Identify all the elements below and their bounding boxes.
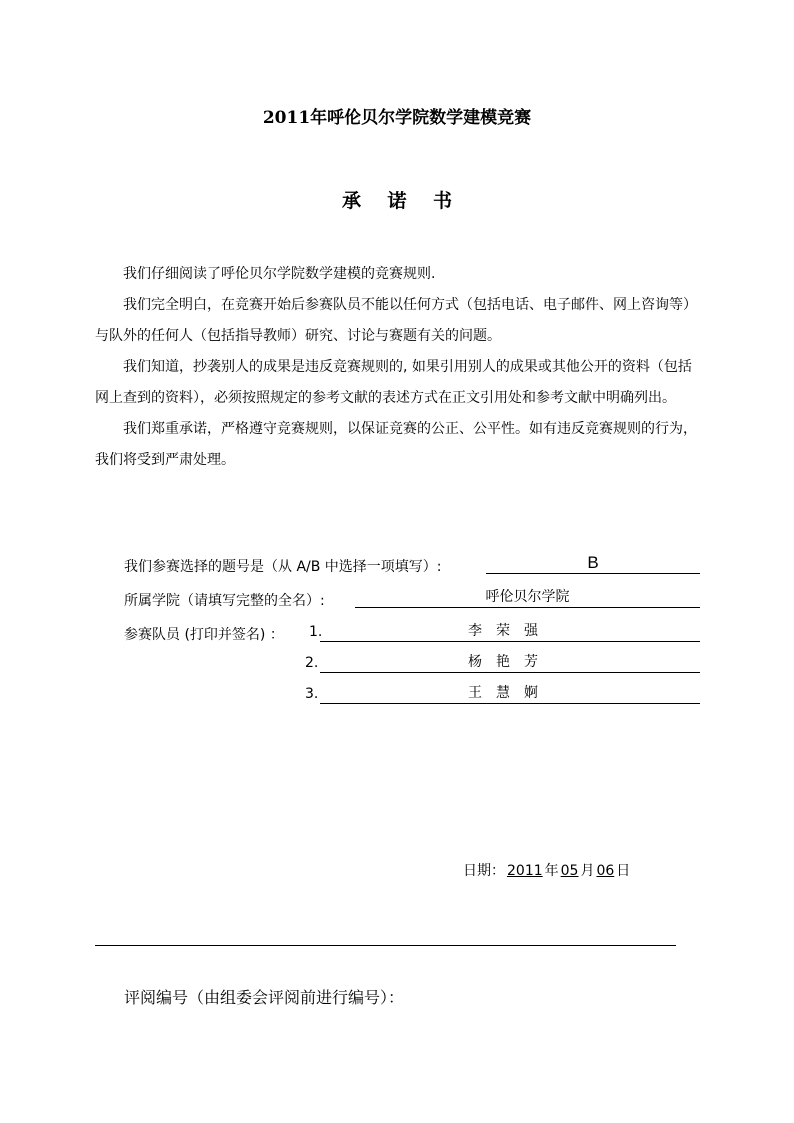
members-label: 参赛队员 (打印并签名) ： bbox=[124, 627, 284, 643]
review-number-label: 评阅编号（由组委会评阅前进行编号）： bbox=[124, 988, 405, 1007]
date-day-unit: 日 bbox=[616, 863, 631, 879]
date-month[interactable]: 05 bbox=[560, 863, 579, 879]
date-month-unit: 月 bbox=[580, 863, 595, 879]
date-year-unit: 年 bbox=[544, 863, 559, 879]
member-2-number: 2. bbox=[305, 655, 319, 671]
member-1-number: 1. bbox=[309, 624, 323, 640]
pledge-paragraph-4: 我们郑重承诺，严格遵守竞赛规则，以保证竞赛的公正、公平性。如有违反竞赛规则的行为，我们将受到严肃处理。 bbox=[95, 421, 697, 468]
member-3-field[interactable]: 王慧婀 bbox=[320, 683, 700, 704]
pledge-text bbox=[95, 259, 705, 476]
pledge-paragraph-3: 我们知道，抄袭别人的成果是违反竞赛规则的, 如果引用别人的成果或其他公开的资料（包括网上查到的资料），必须按照规定的参考文献的表述方式在正文引用处和参考文献中明确列出。 bbox=[95, 359, 692, 406]
member-2-field[interactable]: 杨艳芳 bbox=[320, 652, 700, 673]
college-field[interactable]: 呼伦贝尔学院 bbox=[355, 587, 700, 608]
pledge-paragraph-1: 我们仔细阅读了呼伦贝尔学院数学建模的竞赛规则. bbox=[123, 266, 436, 282]
date-line bbox=[463, 860, 630, 880]
pledge-paragraph-2: 我们完全明白，在竞赛开始后参赛队员不能以任何方式（包括电话、电子邮件、网上咨询等）与队外的任何人（包括指导教师）研究、讨论与赛题有关的问题。 bbox=[95, 297, 697, 344]
date-year[interactable]: 2011 bbox=[507, 863, 543, 879]
problem-label: 我们参赛选择的题号是（从 A/B 中选择一项填写）: bbox=[124, 559, 442, 575]
date-day[interactable]: 06 bbox=[596, 863, 615, 879]
document-title: 2011年呼伦贝尔学院数学建模竞赛 bbox=[262, 108, 532, 128]
date-label: 日期： bbox=[463, 863, 505, 879]
member-1-field[interactable]: 李荣强 bbox=[320, 621, 700, 642]
section-divider bbox=[95, 945, 676, 946]
problem-field[interactable]: B bbox=[486, 553, 700, 574]
member-3-number: 3. bbox=[305, 686, 319, 702]
document-subtitle: 承 诺 书 bbox=[342, 190, 452, 212]
college-label: 所属学院（请填写完整的全名）: bbox=[124, 593, 325, 609]
